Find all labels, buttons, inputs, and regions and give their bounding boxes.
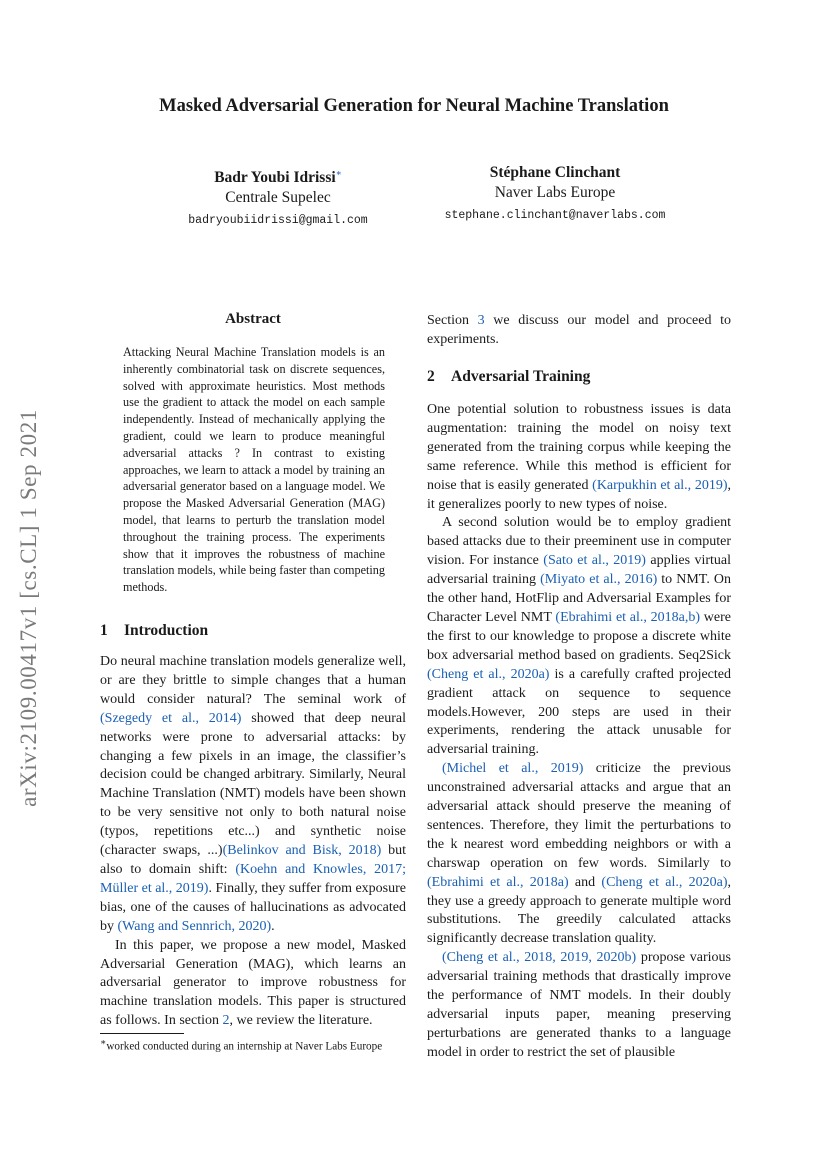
section-ref-link[interactable]: 3: [477, 313, 485, 328]
footnote-rule: [100, 1033, 184, 1034]
section-number: 2: [427, 368, 435, 385]
citation-link[interactable]: (Wang and Sennrich, 2020): [117, 918, 272, 934]
text-run: A second solution would be to employ gradient based attacks due to their preeminent use in computer vision. For instance: [427, 515, 731, 569]
author-1: [168, 163, 388, 231]
text-run: to NMT. On the other hand, HotFlip and Adversarial Examples for Character Level NMT: [427, 572, 731, 625]
text-run: showed that deep neural networks were prone to adversarial attacks: by changing a few pixels in an image, the classifier’s decision could be changed arbitrary. Similarly, Neural Machine Translation (NMT) models have been shown to be very sensitive not only to both natural noise (typos, repetitions etc...) and synthetic noise (character swaps, ...): [100, 710, 406, 859]
text-run: were the first to our knowledge to propose a discrete white box adversarial method based on gradients. Seq2Sick: [427, 609, 732, 663]
citation-link[interactable]: (Cheng et al., 2018, 2019, 2020b): [442, 950, 637, 966]
section-ref-link[interactable]: 2: [222, 1013, 230, 1029]
author-name: Stéphane Clinchant: [489, 164, 621, 181]
citation-link[interactable]: (Cheng et al., 2020a): [427, 666, 550, 682]
author-2: [430, 163, 680, 226]
citation-link[interactable]: (Cheng et al., 2020a): [601, 874, 728, 890]
section-number: 1: [100, 622, 108, 639]
footnote-text: worked conducted during an internship at Naver Labs Europe: [106, 1040, 383, 1053]
paper-title: Masked Adversarial Generation for Neural Machine Translation: [159, 96, 669, 116]
citation-link[interactable]: (Miyato et al., 2016): [540, 572, 658, 588]
citation-link[interactable]: (Michel et al., 2019): [442, 761, 584, 777]
intro-paragraph-1: [100, 653, 406, 937]
section-title: Introduction: [124, 622, 209, 639]
arxiv-stamp-container: [12, 375, 46, 840]
footnote-marker[interactable]: ∗: [335, 168, 342, 178]
section-heading-adversarial-training: [427, 368, 590, 386]
citation-link[interactable]: (Karpukhin et al., 2019): [592, 477, 728, 493]
author-email: badryoubiidrissi@gmail.com: [188, 214, 368, 228]
text-run: criticize the previous unconstrained adversarial attacks and argue that an adversarial attack should preserve the meaning of sentences. Therefore, they limit the perturbations to the k nearest word embedding neighbors or with a charswap operation on few words. Similarly to: [427, 761, 731, 871]
training-paragraph-1: [427, 401, 731, 514]
abstract-text: Attacking Neural Machine Translation models is an inherently combinatorial task on discrete sequences, solved with approximate heuristics. Most methods use the gradient to attack the model on each sample independently. Instead of mechanically applying the gradient, could we learn to produce meaningful adversarial attacks ? In contrast to existing approaches, we learn to attack a model by training an adversarial generator based on a language model. We propose the Masked Adversarial Generation (MAG) model, that learns to perturb the translation model throughout the training process. The experiments show that it improves the robustness of machine translation models, while being faster than competing methods.: [123, 345, 385, 595]
text-run: . Finally, they suffer from exposure bias, one of the causes of hallucinations as advocated by: [100, 880, 406, 934]
text-run: propose various adversarial training methods that drastically improve the performance of NMT models. In their doubly adversarial inputs paper, meaning preserving perturbations are generated thanks to a language model in order to restrict the set of plausible: [427, 950, 731, 1060]
intro-paragraph-2: [100, 937, 406, 1032]
intro-continuation: [427, 312, 731, 350]
author-affiliation: Naver Labs Europe: [494, 184, 616, 201]
left-column: [100, 653, 406, 1031]
abstract-heading: Abstract: [225, 311, 281, 327]
citation-link[interactable]: (Ebrahimi et al., 2018a): [427, 874, 569, 890]
text-run: One potential solution to robustness issues is data augmentation: training the model on noisy text generated from the training corpus while keeping the same reference. While this method is efficient for noise that is easily generated: [427, 402, 731, 493]
author-name: Badr Youbi Idrissi: [214, 169, 336, 187]
footnote-marker: ∗: [100, 1038, 107, 1048]
text-run: is a carefully crafted projected gradient attack on sequence to sequence models.However, 200 steps are used in their experiments, rendering the attack unusable for adversarial training.: [427, 666, 731, 758]
training-paragraph-4: [427, 949, 731, 1062]
citation-link[interactable]: (Belinkov and Bisk, 2018): [222, 843, 382, 859]
text-run: Section: [427, 313, 478, 328]
text-run: , we review the literature.: [229, 1013, 373, 1029]
text-run: and: [568, 874, 602, 890]
footnote: [100, 1036, 406, 1054]
right-column: [427, 312, 731, 350]
right-column-body: [427, 401, 731, 1063]
text-run: Do neural machine translation models generalize well, or are they brittle to simple changes that a human would consider natural? The seminal work of: [100, 654, 406, 707]
text-run: , they use a greedy approach to generate multiple word substitutions. The greedily calculated attacks significantly decrease translation quality.: [427, 874, 732, 947]
text-run: In this paper, we propose a new model, Masked Adversarial Generation (MAG), which learns an adversarial generator to improve robustness for machine translation models. This paper is structured as follows. In section: [100, 937, 406, 1029]
training-paragraph-3: [427, 760, 731, 949]
citation-link[interactable]: (Ebrahimi et al., 2018a,b): [555, 609, 701, 625]
training-paragraph-2: [427, 514, 731, 760]
text-run: but also to domain shift:: [100, 843, 407, 877]
author-1-name-line: [168, 163, 388, 188]
text-run: applies virtual adversarial training: [427, 553, 732, 588]
text-run: .: [271, 918, 275, 934]
arxiv-stamp: arXiv:2109.00417v1 [cs.CL] 1 Sep 2021: [16, 408, 41, 807]
text-run: , it generalizes poorly to new types of noise.: [427, 477, 731, 512]
section-title: Adversarial Training: [451, 368, 591, 385]
text-run: we discuss our model and proceed to experiments.: [427, 313, 731, 347]
author-email: stephane.clinchant@naverlabs.com: [444, 209, 666, 222]
citation-link[interactable]: (Koehn and Knowles, 2017; Müller et al., 2019): [100, 861, 406, 896]
author-affiliation: Centrale Supelec: [225, 189, 331, 207]
section-heading-introduction: [100, 622, 208, 640]
citation-link[interactable]: (Sato et al., 2019): [543, 553, 646, 569]
citation-link[interactable]: (Szegedy et al., 2014): [100, 710, 242, 726]
